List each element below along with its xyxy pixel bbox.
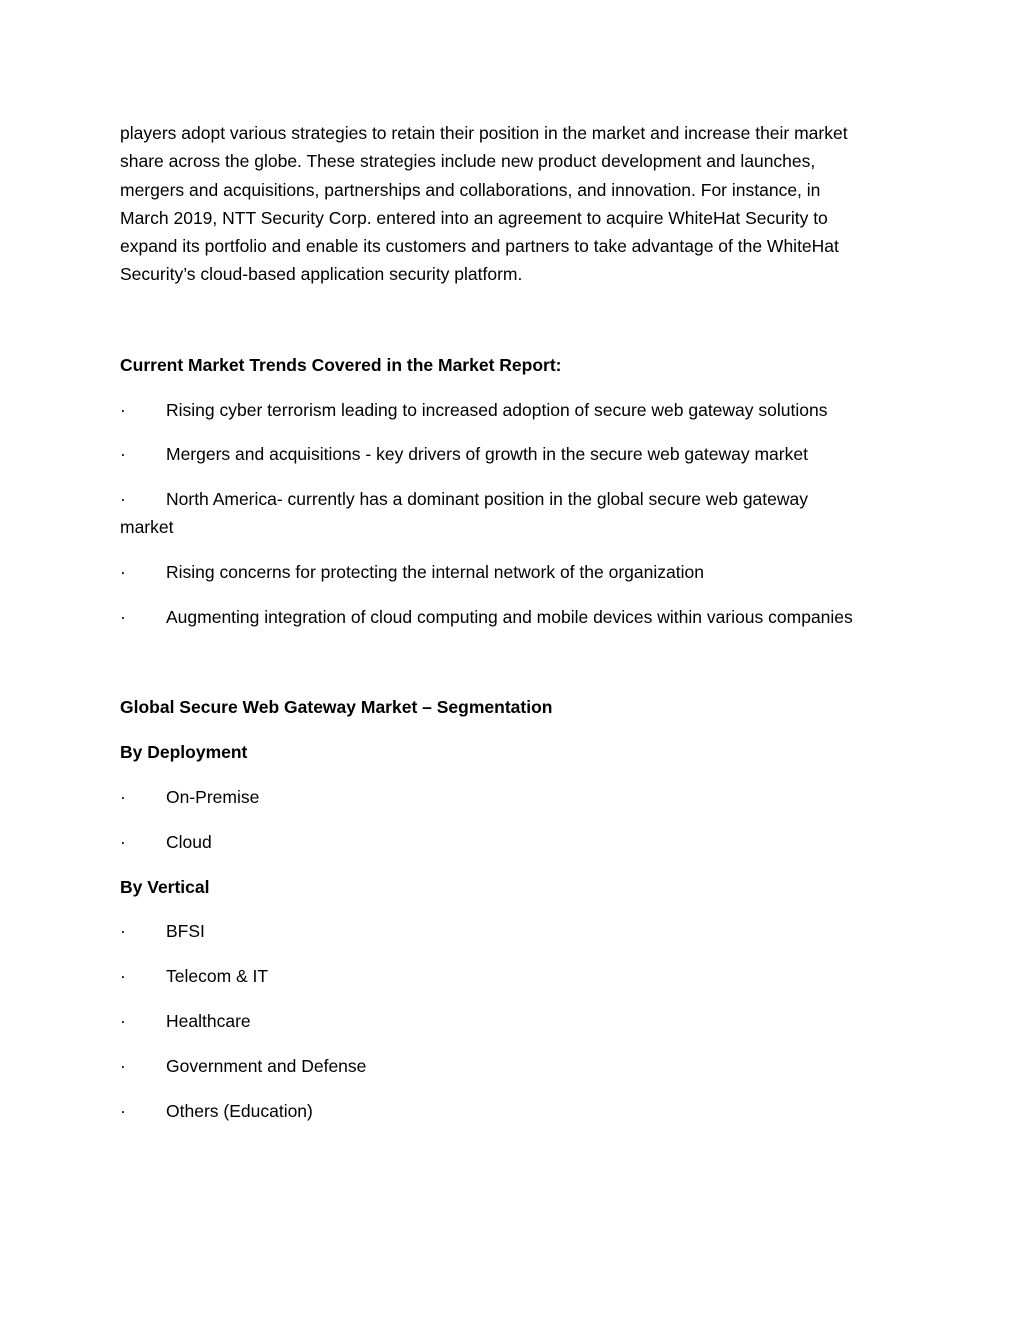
bullet-glyph: ·: [120, 921, 126, 942]
list-item-text: Rising concerns for protecting the internal network of the organization: [166, 562, 704, 583]
list-item-text: Rising cyber terrorism leading to increased adoption of secure web gateway solutions: [166, 399, 828, 420]
bullet-glyph: ·: [120, 399, 126, 420]
list-item-text: Government and Defense: [166, 1055, 367, 1076]
bullet-glyph: ·: [120, 831, 126, 852]
list-item: [120, 1007, 905, 1035]
list-item: [120, 485, 905, 542]
list-item-text: Telecom & IT: [166, 966, 269, 987]
bullet-glyph: ·: [120, 1010, 126, 1031]
list-item-text: Cloud: [166, 831, 212, 852]
deployment-heading: By Deployment: [120, 742, 248, 763]
list-item-text: Others (Education): [166, 1100, 313, 1121]
list-item: [120, 828, 905, 856]
bullet-glyph: ·: [120, 489, 126, 510]
list-item-text-continuation: market: [120, 517, 174, 538]
list-item: [120, 962, 905, 990]
list-item-text: BFSI: [166, 921, 205, 942]
list-item: [120, 603, 905, 631]
bullet-glyph: ·: [120, 786, 126, 807]
list-item-text: Healthcare: [166, 1010, 251, 1031]
bullet-glyph: ·: [120, 1100, 126, 1121]
bullet-glyph: ·: [120, 966, 126, 987]
bullet-glyph: ·: [120, 562, 126, 583]
trends-heading: Current Market Trends Covered in the Market Report:: [120, 354, 562, 375]
list-item-text: Augmenting integration of cloud computing and mobile devices within various companies: [166, 607, 853, 628]
list-item: [120, 558, 905, 586]
list-item: [120, 1052, 905, 1080]
list-item: [120, 440, 905, 468]
list-item: [120, 1097, 905, 1125]
list-item: [120, 917, 905, 945]
segmentation-heading: Global Secure Web Gateway Market – Segmentation: [120, 697, 553, 718]
list-item-text: North America- currently has a dominant position in the global secure web gateway: [166, 489, 809, 510]
list-item: [120, 783, 905, 811]
intro-paragraph: players adopt various strategies to retain their position in the market and increase their market share across the globe. These strategies include new product development and launches, mergers and acquisitions, partnerships and collaborations, and innovation. For instance, in March 2019, NTT Security Corp. entered into an agreement to acquire WhiteHat Security to expand its portfolio and enable its customers and partners to take advantage of the WhiteHat Security’s cloud-based application security platform.: [120, 123, 848, 285]
vertical-heading: By Vertical: [120, 876, 210, 897]
bullet-glyph: ·: [120, 607, 126, 628]
bullet-glyph: ·: [120, 444, 126, 465]
bullet-glyph: ·: [120, 1055, 126, 1076]
list-item-text: On-Premise: [166, 786, 260, 807]
document-page: [120, 119, 905, 1125]
list-item-text: Mergers and acquisitions - key drivers of growth in the secure web gateway market: [166, 444, 808, 465]
list-item: [120, 396, 905, 424]
